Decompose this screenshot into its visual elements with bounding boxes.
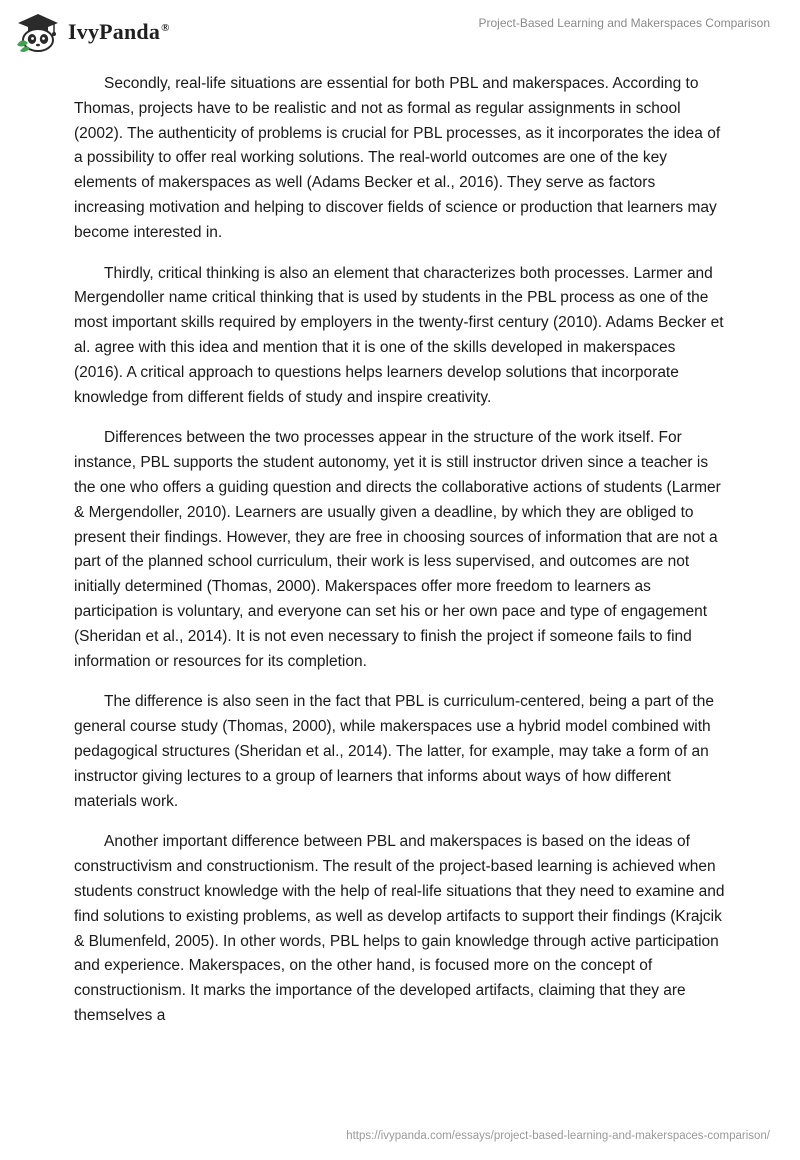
panda-icon: [14, 11, 62, 53]
document-title: Project-Based Learning and Makerspaces Comparison: [478, 16, 770, 30]
paragraph: Differences between the two processes appear in the structure of the work itself. For instance, PBL supports the student autonomy, yet it is still instructor driven since a teacher is the one who offers a guiding question and directs the collaborative actions of students (Larmer & Mergendoller, 2010). Learners are usually given a deadline, by which they are obliged to present their findings. However, they are free in choosing sources of information that are not a part of the planned school curriculum, their work is less supervised, and outcomes are not initially determined (Thomas, 2000). Makerspaces offer more freedom to learners as participation is voluntary, and everyone can set his or her own pace and type of engagement (Sheridan et al., 2014). It is not even necessary to finish the project if someone fails to find information or resources for its completion.: [74, 429, 721, 670]
paragraph: Secondly, real-life situations are essential for both PBL and makerspaces. According to Thomas, projects have to be realistic and not as formal as regular assignments in school (2002). The authenticity of problems is crucial for PBL processes, as it incorporates the idea of a possibility to offer real working solutions. The real-world outcomes are one of the key elements of makerspaces as well (Adams Becker et al., 2016). They serve as factors increasing motivation and helping to discover fields of science or production that learners may become interested in.: [74, 75, 721, 241]
paragraph: The difference is also seen in the fact that PBL is curriculum-centered, being a part of the general course study (Thomas, 2000), while makerspaces use a hybrid model combined with pedagogical structures (Sheridan et al., 2014). The latter, for example, may take a form of an instructor giving lectures to a group of learners that informs about ways of how different materials work.: [74, 693, 715, 810]
brand-name: IvyPanda®: [68, 19, 170, 44]
ivypanda-logo[interactable]: [14, 10, 170, 54]
paragraph: Thirdly, critical thinking is also an element that characterizes both processes. Larmer and Mergendoller name critical thinking that is used by students in the PBL process as one of the most important skills required by employers in the twenty-first century (2010). Adams Becker et al. agree with this idea and mention that it is one of the skills developed in makerspaces (2016). A critical approach to questions helps learners develop solutions that incorporate knowledge from different fields of study and inspire creativity.: [74, 264, 724, 406]
essay-body: [74, 72, 726, 1045]
paragraph: Another important difference between PBL and makerspaces is based on the ideas of constructivism and constructionism. The result of the project-based learning is achieved when students construct knowledge with the help of real-life situations that they need to examine and find solutions to existing problems, as well as develop artifacts to support their findings (Krajcik & Blumenfeld, 2005). In other words, PBL helps to gain knowledge through active participation and experience. Makerspaces, on the other hand, is focused more on the concept of constructionism. It marks the importance of the developed artifacts, claiming that they are themselves a: [74, 833, 725, 1024]
source-url-link[interactable]: https://ivypanda.com/essays/project-based-learning-and-makerspaces-comparison/: [346, 1130, 770, 1142]
